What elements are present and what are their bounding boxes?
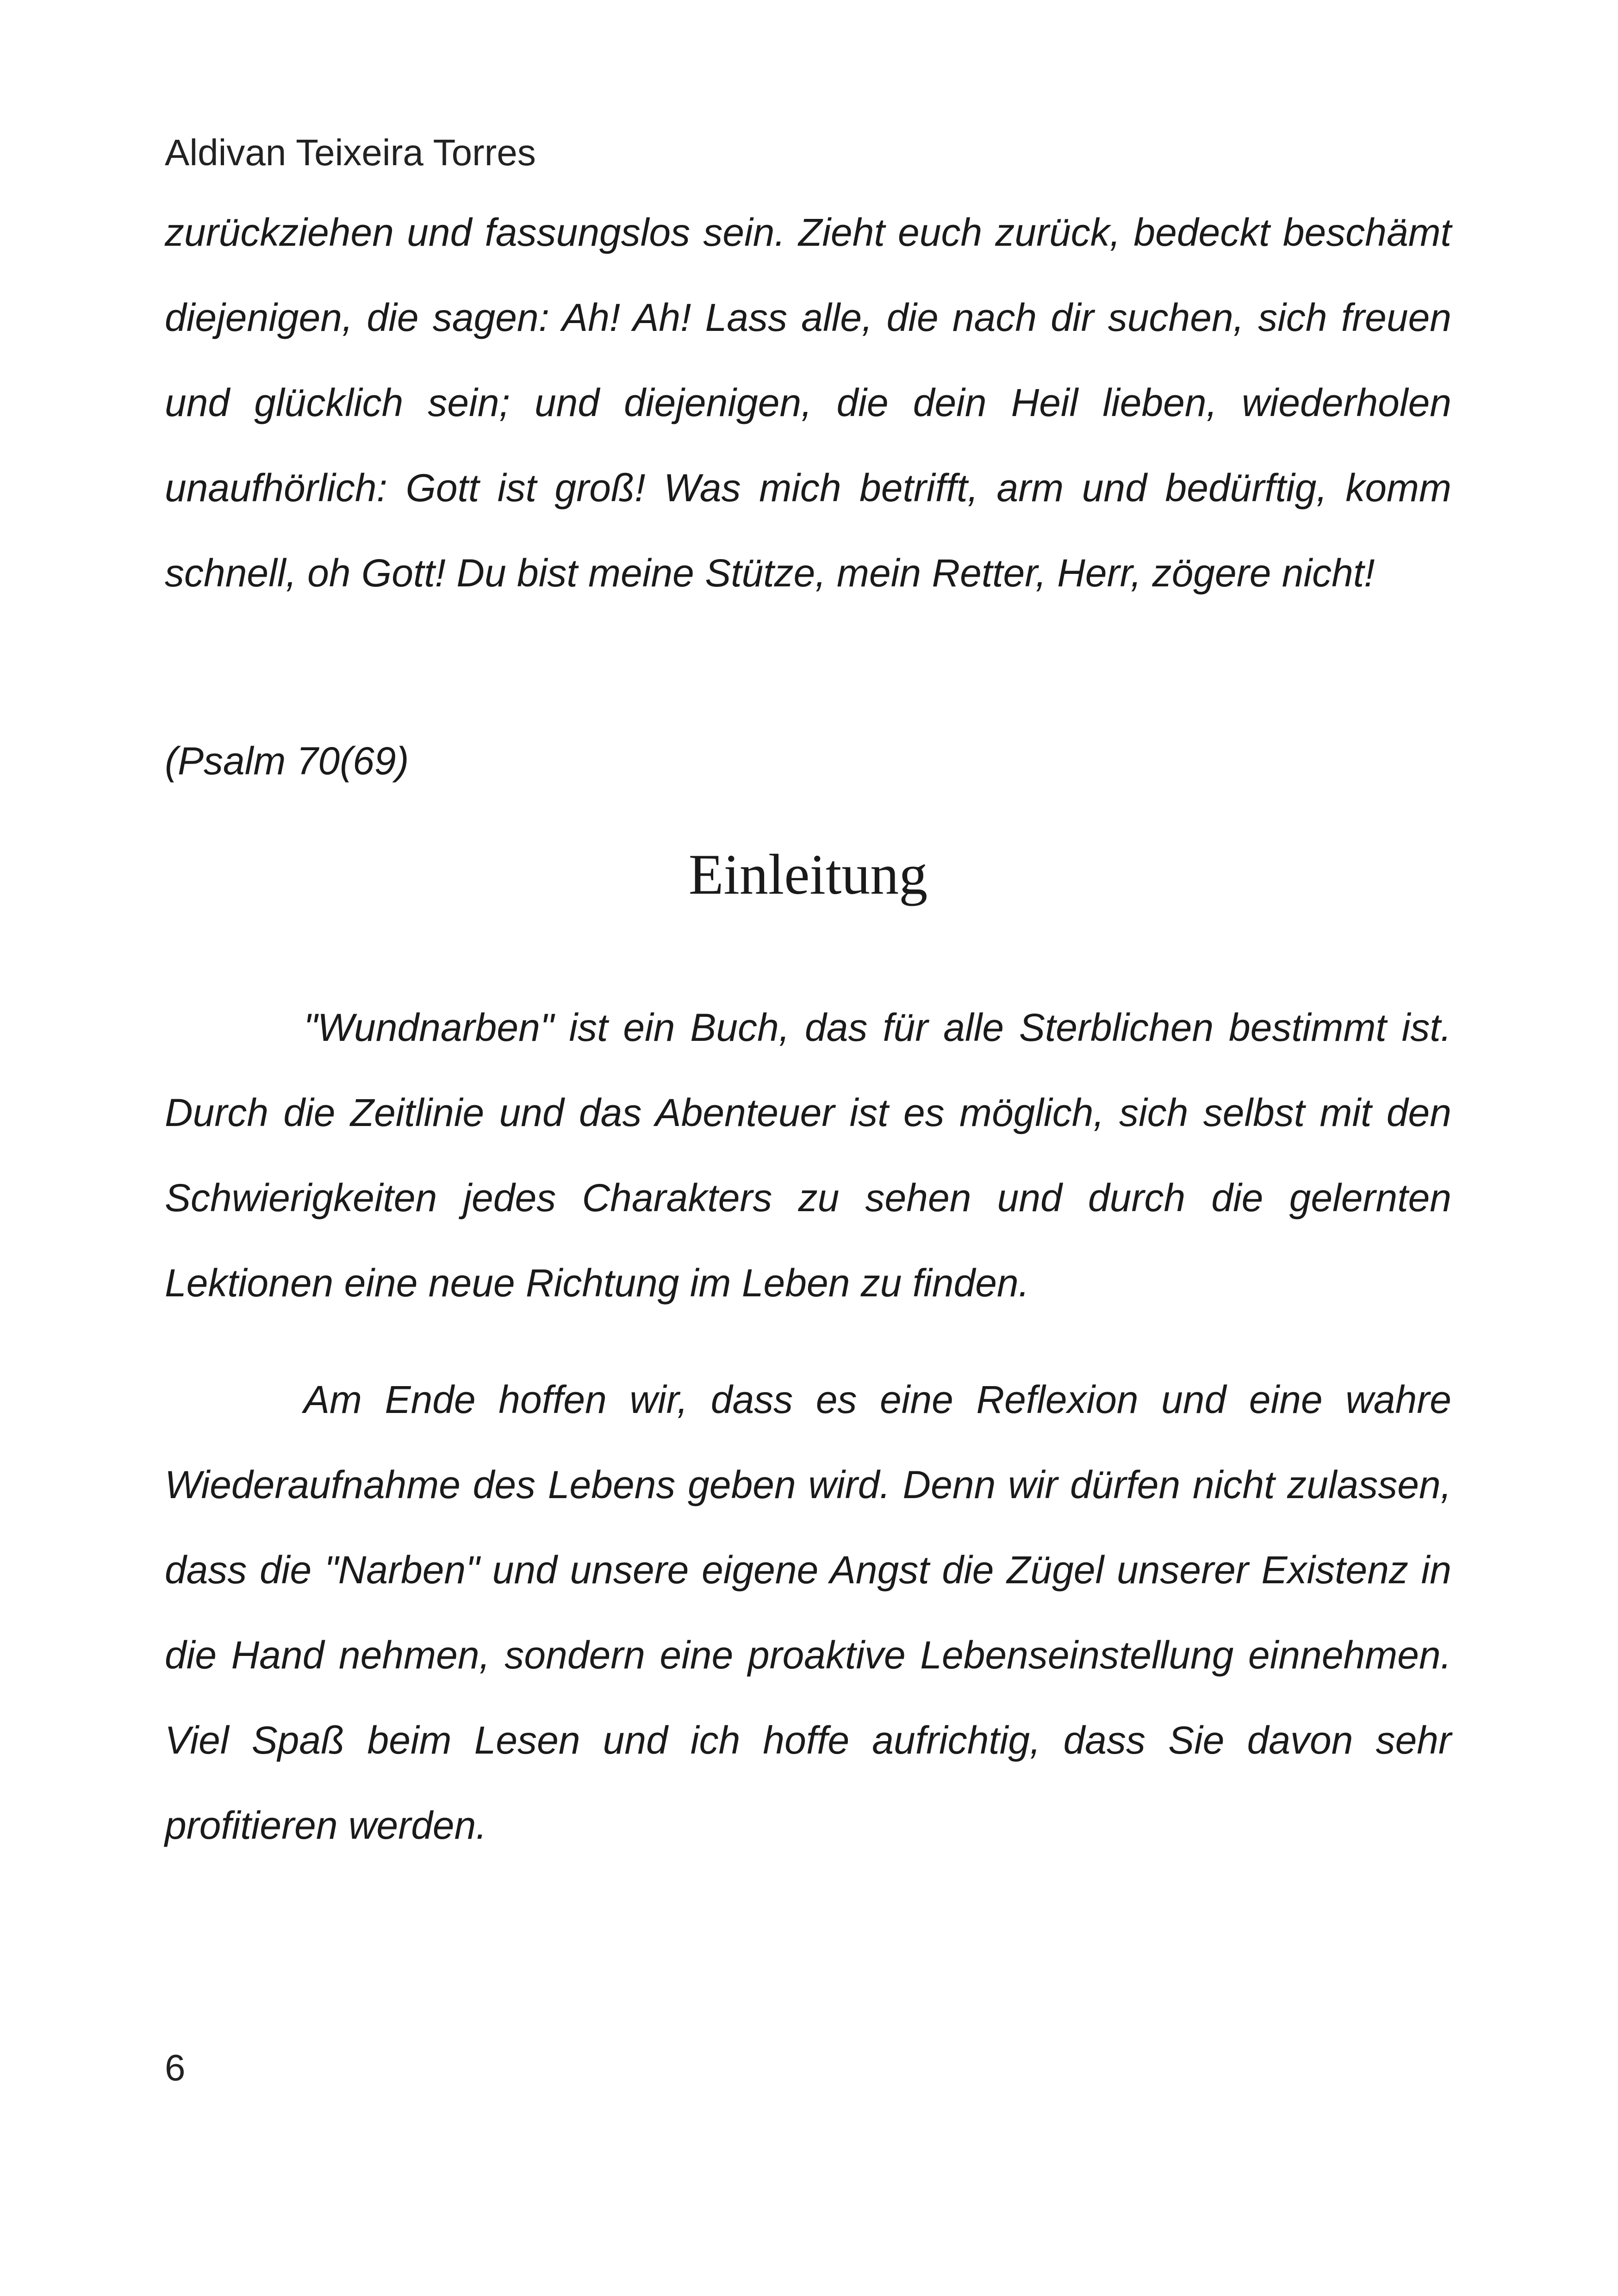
psalm-quote-text: zurückziehen und fassungslos sein. Zieht euch zurück, bedeckt beschämt diejenigen, die sagen: Ah! Ah! Lass alle, die nach dir suchen, sich freuen und glücklich sein; und diejenigen, die dein Heil lieben, wiederholen unaufhörlich: Gott ist groß! Was mich betrifft, arm und bedürftig, komm schnell, oh Gott! Du bist meine Stütze, mein Retter, Herr, zögere nicht!	[165, 211, 1451, 595]
page-content	[165, 190, 1451, 1847]
intro-paragraph-2: Am Ende hoffen wir, dass es eine Reflexion und eine wahre Wiederaufnahme des Lebens geben wird. Denn wir dürfen nicht zulassen, dass die "Narben" und unsere eigene Angst die Zügel unserer Existenz in die Hand nehmen, sondern eine proaktive Lebenseinstellung einnehmen. Viel Spaß beim Lesen und ich hoffe aufrichtig, dass Sie davon sehr profitieren werden.	[165, 1378, 1451, 1847]
page-number: 6	[165, 2047, 186, 2088]
running-header-author: Aldivan Teixeira Torres	[165, 132, 536, 173]
section-title: Einleitung	[688, 843, 928, 906]
psalm-reference: (Psalm 70(69)	[165, 739, 409, 783]
intro-paragraph-1: "Wundnarben" ist ein Buch, das für alle Sterblichen bestimmt ist. Durch die Zeitlinie und das Abenteuer ist es möglich, sich selbst mit den Schwierigkeiten jedes Charakters zu sehen und durch die gelernten Lektionen eine neue Richtung im Leben zu finden.	[165, 1006, 1451, 1305]
